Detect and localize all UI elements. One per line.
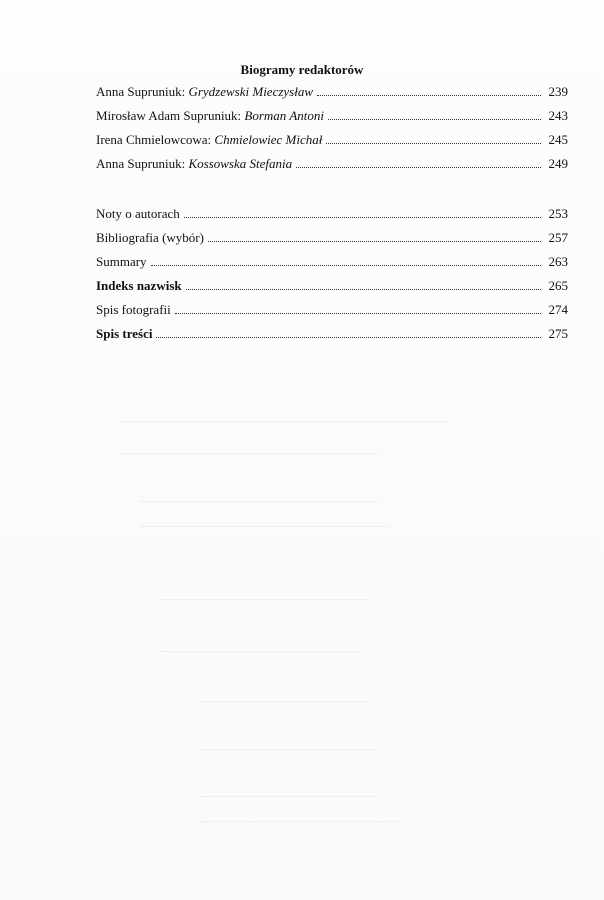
dot-leader — [328, 118, 541, 120]
toc-entry-title: Summary — [96, 254, 147, 269]
dot-leader — [186, 288, 541, 290]
entry-page-number: 263 — [548, 254, 568, 269]
entry-page-number: 275 — [548, 326, 568, 341]
toc-entry-title: Spis fotografii — [96, 302, 171, 317]
entry-author: Anna Supruniuk: — [96, 156, 186, 171]
entry-page-number: 257 — [548, 230, 568, 245]
toc-entry-title — [96, 108, 324, 124]
toc-entry-noty-o-autorach[interactable] — [96, 206, 568, 222]
entry-subject: Grydzewski Mieczysław — [188, 84, 314, 99]
dot-leader — [296, 166, 541, 168]
entry-page-number: 253 — [548, 206, 568, 221]
toc-entry-title — [96, 156, 292, 172]
toc-entry[interactable] — [96, 108, 568, 124]
toc-entry-title: Noty o autorach — [96, 206, 180, 221]
toc-entry-title: Spis treści — [96, 326, 153, 341]
dot-leader — [326, 142, 541, 144]
entry-author: Anna Supruniuk: — [96, 84, 186, 99]
toc-entry-title — [96, 84, 313, 100]
entry-page-number: 239 — [548, 84, 568, 99]
toc-entry-title: Indeks nazwisk — [96, 278, 182, 293]
dot-leader — [317, 94, 541, 96]
toc-entry-bibliografia[interactable] — [96, 230, 568, 246]
dot-leader — [175, 312, 541, 314]
entry-page-number: 274 — [548, 302, 568, 317]
entry-page-number: 243 — [548, 108, 568, 123]
toc-entry-title — [96, 132, 322, 148]
entry-subject: Borman Antoni — [244, 108, 324, 123]
entry-page-number: 245 — [548, 132, 568, 147]
toc-entry-spis-fotografii[interactable] — [96, 302, 568, 318]
entry-author: Mirosław Adam Supruniuk: — [96, 108, 242, 123]
dot-leader — [208, 240, 541, 242]
entry-page-number: 265 — [548, 278, 568, 293]
entry-author: Irena Chmielowcowa: — [96, 132, 212, 147]
dot-leader — [184, 216, 541, 218]
toc-entry-summary[interactable] — [96, 254, 568, 270]
toc-entry-spis-tresci[interactable] — [96, 326, 568, 342]
dot-leader — [156, 336, 541, 338]
toc-entry[interactable] — [96, 132, 568, 148]
entry-page-number: 249 — [548, 156, 568, 171]
dot-leader — [151, 264, 541, 266]
section-heading: Biogramy redaktorów — [240, 62, 364, 77]
entry-subject: Kossowska Stefania — [188, 156, 293, 171]
toc-entry[interactable] — [96, 84, 568, 100]
toc-entry-title: Bibliografia (wybór) — [96, 230, 204, 245]
toc-entry-indeks-nazwisk[interactable] — [96, 278, 568, 294]
toc-entry[interactable] — [96, 156, 568, 172]
entry-subject: Chmielowiec Michał — [214, 132, 323, 147]
